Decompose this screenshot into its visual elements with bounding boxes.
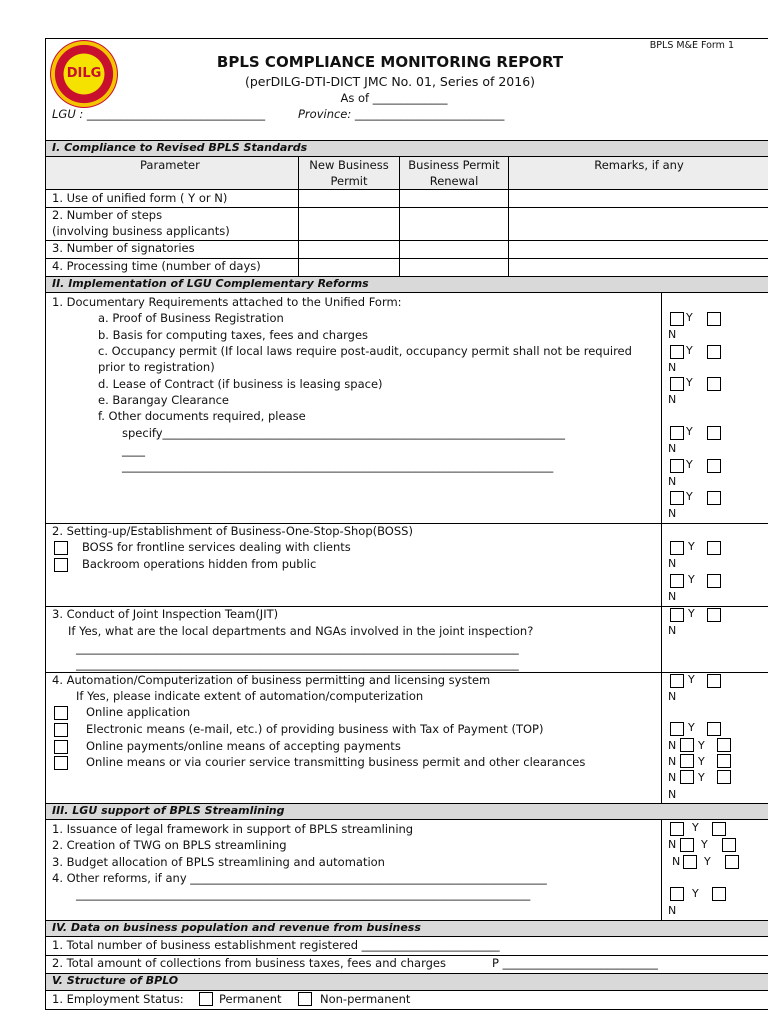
no-checkbox[interactable] [717, 754, 731, 768]
n-label: N [668, 904, 677, 917]
no-checkbox[interactable] [707, 541, 721, 555]
col-renewal-2: Renewal [429, 174, 479, 188]
n-label: N [668, 507, 677, 520]
n-label: N [668, 755, 677, 768]
support-item: 3. Budget allocation of BPLS streamlining and automation [52, 855, 385, 869]
n-label: N [672, 855, 681, 868]
no-checkbox[interactable] [707, 574, 721, 588]
section-5-header: V. Structure of BPLO [46, 973, 768, 991]
n-label: N [668, 788, 677, 801]
y-label: Y [698, 755, 705, 768]
yes-checkbox[interactable] [680, 738, 694, 752]
n-label: N [668, 442, 677, 455]
table-row: 2. Number of steps [52, 208, 163, 222]
y-label: Y [688, 573, 695, 586]
y-label: Y [688, 607, 695, 620]
col-divider [298, 157, 299, 276]
yes-checkbox[interactable] [670, 822, 684, 836]
doc-a: a. Proof of Business Registration [98, 311, 284, 325]
col-new-permit-2: Permit [330, 174, 368, 188]
yes-checkbox[interactable] [670, 345, 684, 359]
item-jit: 3. Conduct of Joint Inspection Team(JIT) [52, 607, 279, 621]
n-label: N [668, 393, 677, 406]
col-new-permit-1: New Business [309, 158, 389, 172]
specify-line[interactable]: ____ [122, 443, 145, 457]
as-of-field[interactable]: As of _____________ [340, 91, 448, 105]
n-label: N [668, 739, 677, 752]
n-label: N [668, 475, 677, 488]
yes-checkbox[interactable] [683, 855, 697, 869]
table-row: 1. Use of unified form ( Y or N) [52, 191, 228, 205]
no-checkbox[interactable] [717, 738, 731, 752]
section-2-header: II. Implementation of LGU Complementary Reforms [46, 276, 768, 293]
col-divider [508, 157, 509, 276]
col-renewal-1: Business Permit [408, 158, 500, 172]
answer-line[interactable]: _____________________________________________________________________________ [76, 641, 519, 655]
subtitle: (perDILG-DTI-DICT JMC No. 01, Series of 2016) [244, 74, 536, 89]
automation-option: Electronic means (e-mail, etc.) of providing business with Tax of Payment (TOP) [86, 722, 544, 736]
yes-checkbox[interactable] [670, 722, 684, 736]
automation-option: Online means or via courier service transmitting business permit and other clearances [86, 755, 586, 769]
y-label: Y [704, 855, 711, 868]
checkbox[interactable] [54, 740, 68, 754]
n-label: N [668, 557, 677, 570]
no-checkbox[interactable] [707, 459, 721, 473]
yes-checkbox[interactable] [680, 770, 694, 784]
yn-column-divider [661, 293, 662, 803]
y-label: Y [686, 458, 693, 471]
yes-checkbox[interactable] [670, 608, 684, 622]
yes-checkbox[interactable] [670, 426, 684, 440]
y-label: Y [698, 739, 705, 752]
section-1-header: I. Compliance to Revised BPLS Standards [46, 140, 768, 157]
table-row: 3. Number of signatories [52, 241, 195, 255]
yes-checkbox[interactable] [670, 887, 684, 901]
table-row-cont: (involving business applicants) [52, 224, 230, 238]
n-label: N [668, 771, 677, 784]
automation-option: Online payments/online means of accepting payments [86, 739, 401, 753]
nonpermanent-label: Non-permanent [320, 992, 411, 1006]
y-label: Y [688, 673, 695, 686]
yes-checkbox[interactable] [670, 674, 684, 688]
n-label: N [668, 838, 677, 851]
business-count-field[interactable]: 1. Total number of business establishment registered ________________________ [52, 938, 500, 952]
yn-column-divider [661, 820, 662, 920]
form-number: BPLS M&E Form 1 [649, 40, 734, 51]
y-label: Y [701, 838, 708, 851]
boss-option: BOSS for frontline services dealing with clients [82, 540, 351, 554]
doc-e: e. Barangay Clearance [98, 393, 230, 407]
answer-line[interactable]: _______________________________________________________________________________ [76, 887, 531, 901]
n-label: N [668, 361, 677, 374]
yes-checkbox[interactable] [680, 838, 694, 852]
boss-option: Backroom operations hidden from public [82, 557, 317, 571]
item-documentary: 1. Documentary Requirements attached to the Unified Form: [52, 295, 402, 309]
checkbox[interactable] [54, 541, 68, 555]
no-checkbox[interactable] [707, 377, 721, 391]
doc-b: b. Basis for computing taxes, fees and charges [98, 328, 369, 342]
item-boss: 2. Setting-up/Establishment of Business-One-Stop-Shop(BOSS) [52, 524, 413, 538]
page-title: BPLS COMPLIANCE MONITORING REPORT [216, 53, 564, 71]
y-label: Y [686, 344, 693, 357]
no-checkbox[interactable] [707, 608, 721, 622]
section-3-header: III. LGU support of BPLS Streamlining [46, 803, 768, 820]
nonpermanent-checkbox[interactable] [298, 992, 312, 1006]
no-checkbox[interactable] [712, 822, 726, 836]
item-automation: 4. Automation/Computerization of business permitting and licensing system [52, 673, 491, 687]
section-4-header: IV. Data on business population and revenue from business [46, 920, 768, 937]
y-label: Y [686, 490, 693, 503]
automation-option: Online application [86, 705, 191, 719]
permanent-label: Permanent [219, 992, 282, 1006]
lgu-field[interactable]: LGU : _______________________________ [52, 107, 266, 121]
no-checkbox[interactable] [712, 887, 726, 901]
yes-checkbox[interactable] [670, 491, 684, 505]
support-item[interactable]: 4. Other reforms, if any ______________________________________________________________ [52, 871, 547, 885]
no-checkbox[interactable] [707, 491, 721, 505]
no-checkbox[interactable] [707, 345, 721, 359]
support-item: 2. Creation of TWG on BPLS streamlining [52, 838, 287, 852]
n-label: N [668, 624, 677, 637]
doc-f: f. Other documents required, please [98, 409, 306, 423]
checkbox[interactable] [54, 558, 68, 572]
collections-label: 2. Total amount of collections from business taxes, fees and charges [52, 956, 446, 970]
yes-checkbox[interactable] [670, 574, 684, 588]
checkbox[interactable] [54, 706, 68, 720]
y-label: Y [692, 821, 699, 834]
collections-amount-field[interactable]: P ___________________________ [492, 956, 658, 970]
y-label: Y [692, 887, 699, 900]
divider [45, 189, 768, 190]
permanent-checkbox[interactable] [199, 992, 213, 1006]
checkbox[interactable] [54, 723, 68, 737]
checkbox[interactable] [54, 756, 68, 770]
no-checkbox[interactable] [707, 312, 721, 326]
no-checkbox[interactable] [722, 838, 736, 852]
doc-d: d. Lease of Contract (if business is leasing space) [98, 377, 383, 391]
answer-line[interactable]: _____________________________________________________________________________ [76, 657, 519, 671]
yes-checkbox[interactable] [670, 541, 684, 555]
yes-checkbox[interactable] [670, 312, 684, 326]
col-remarks: Remarks, if any [594, 158, 684, 172]
no-checkbox[interactable] [707, 722, 721, 736]
no-checkbox[interactable] [707, 674, 721, 688]
yes-checkbox[interactable] [670, 377, 684, 391]
table-row: 4. Processing time (number of days) [52, 259, 261, 273]
col-parameter: Parameter [140, 158, 200, 172]
y-label: Y [686, 311, 693, 324]
yes-checkbox[interactable] [670, 459, 684, 473]
support-item: 1. Issuance of legal framework in support of BPLS streamlining [52, 822, 414, 836]
n-label: N [668, 590, 677, 603]
y-label: Y [698, 771, 705, 784]
y-label: Y [688, 540, 695, 553]
dilg-logo: DILG [50, 40, 118, 108]
automation-question: If Yes, please indicate extent of automation/computerization [76, 689, 424, 703]
n-label: N [668, 690, 677, 703]
no-checkbox[interactable] [707, 426, 721, 440]
no-checkbox[interactable] [717, 770, 731, 784]
y-label: Y [686, 425, 693, 438]
jit-question: If Yes, what are the local departments and NGAs involved in the joint inspection? [68, 624, 534, 638]
doc-c-cont: prior to registration) [98, 360, 215, 374]
employment-status-label: 1. Employment Status: [52, 992, 184, 1006]
y-label: Y [686, 376, 693, 389]
specify-line[interactable]: ___________________________________________________________________________ [122, 459, 554, 473]
specify-line[interactable]: specify______________________________________________________________________ [122, 426, 566, 440]
no-checkbox[interactable] [725, 855, 739, 869]
doc-c: c. Occupancy permit (If local laws require post-audit, occupancy permit shall not be required [98, 344, 632, 358]
col-divider [399, 157, 400, 276]
yes-checkbox[interactable] [680, 754, 694, 768]
n-label: N [668, 328, 677, 341]
province-field[interactable]: Province: __________________________ [298, 107, 505, 121]
y-label: Y [688, 721, 695, 734]
